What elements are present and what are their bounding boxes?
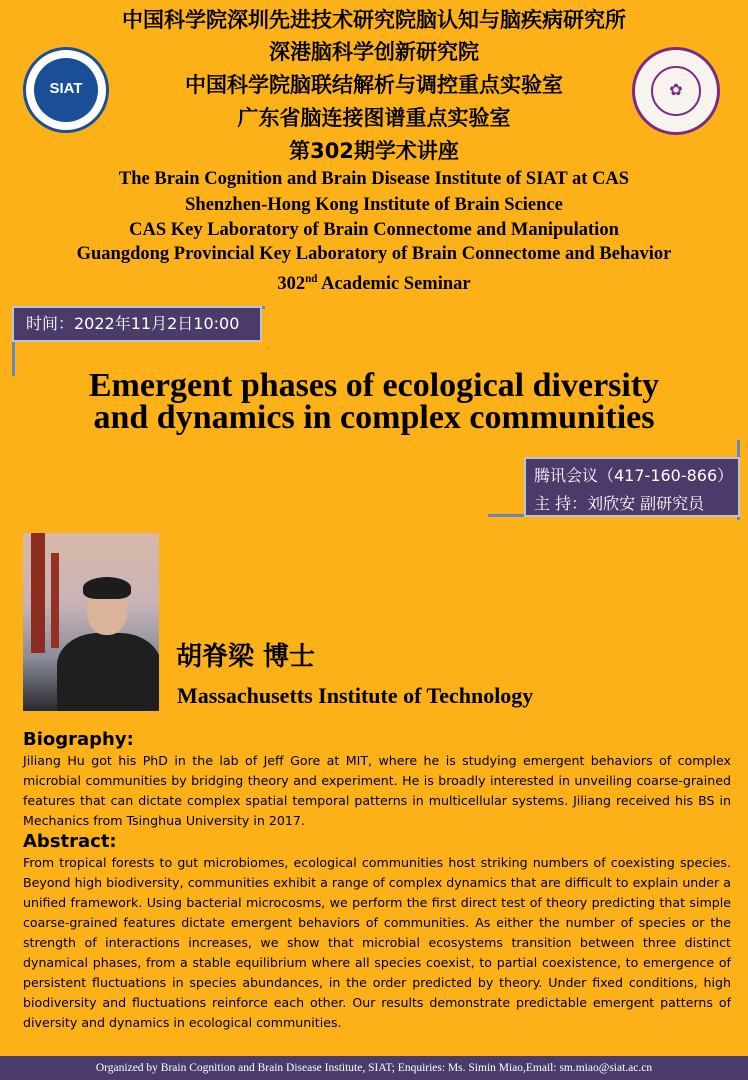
lecture-title-line-1: Emergent phases of ecological diversity [88,367,660,404]
header-cn-line-3: 中国科学院脑联结解析与调控重点实验室 [185,73,563,97]
header-en-line-3: CAS Key Laboratory of Brain Connectome and Manipulation [129,220,619,240]
seminar-line [0,267,748,296]
photo-speaker-hair [83,577,131,599]
speaker-affiliation: Massachusetts Institute of Technology [177,683,534,708]
brain-institute-logo [632,47,720,135]
meeting-host: 主 持：刘欣安 副研究员 [534,494,705,513]
meeting-platform: 腾讯会议（417-160-866） [534,466,734,485]
biography-text: Jiliang Hu got his PhD in the lab of Jeff Gore at MIT, where he is studying emergent behaviors of complex microbial communities by bridging theory and experiment. He is broadly interested in unveiling coarse-grained features that can dictate complex spatial temporal patterns in multicellular systems. Jiliang received his BS in Mechanics from Tsinghua University in 2017. [23,753,731,828]
seminar-label: Academic Seminar [317,274,471,295]
header-cn-line-1: 中国科学院深圳先进技术研究院脑认知与脑疾病研究所 [122,8,626,32]
header-cn-line-5: 第302期学术讲座 [289,139,459,163]
siat-logo-text: SIAT [49,80,83,97]
header-en-line-4: Guangdong Provincial Key Laboratory of Brain Connectome and Behavior [76,244,672,264]
photo-speaker-body [57,633,159,711]
seminar-number: 302 [277,274,306,295]
footer: Organized by Brain Cognition and Brain Disease Institute, SIAT; Enquiries: Ms. Simin Miao,Email: sm.miao@siat.ac.cn [0,1056,748,1080]
header-cn-line-2: 深港脑科学创新研究院 [269,40,479,64]
photo-bridge-tower-2 [51,553,59,648]
seminar-suffix: nd [305,273,318,285]
lecture-title-line-2: and dynamics in complex communities [93,399,655,436]
speaker-photo [23,533,159,711]
speaker-name: 胡脊梁 博士 [176,642,316,672]
biography-title: Biography: [23,729,134,750]
header-cn-line-4: 广东省脑连接图谱重点实验室 [237,106,511,130]
lecture-title [20,367,728,436]
photo-bridge-tower [31,533,45,653]
siat-logo [23,47,109,133]
header-en-line-1: The Brain Cognition and Brain Disease Institute of SIAT at CAS [118,169,630,189]
header-en-line-2: Shenzhen-Hong Kong Institute of Brain Science [185,195,563,215]
meeting-info-box [524,457,740,517]
brain-icon: ✿ [669,80,683,99]
time-box: 时间：2022年11月2日10:00 [12,306,262,342]
abstract-title: Abstract: [23,831,117,852]
abstract-text: From tropical forests to gut microbiomes, ecological communities host striking numbers of coexisting species. Beyond high biodiversity, communities exhibit a range of complex dynamics that are difficult to explain under a unified framework. Using bacterial microcosms, we perform the first direct test of theory predicting that simple coarse-grained features dictate emergent behaviors of communities. As either the number of species or the strength of interactions increases, we show that microbial ecosystems transition between three distinct dynamical phases, from a stable equilibrium where all species coexist, to partial coexistence, to emergence of persistent fluctuations in species abundances, in the order predicted by theory. Under fixed conditions, high biodiversity and fluctuations reinforce each other. Our results demonstrate predictable emergent patterns of diversity and dynamics in ecological communities. [23,855,731,1030]
